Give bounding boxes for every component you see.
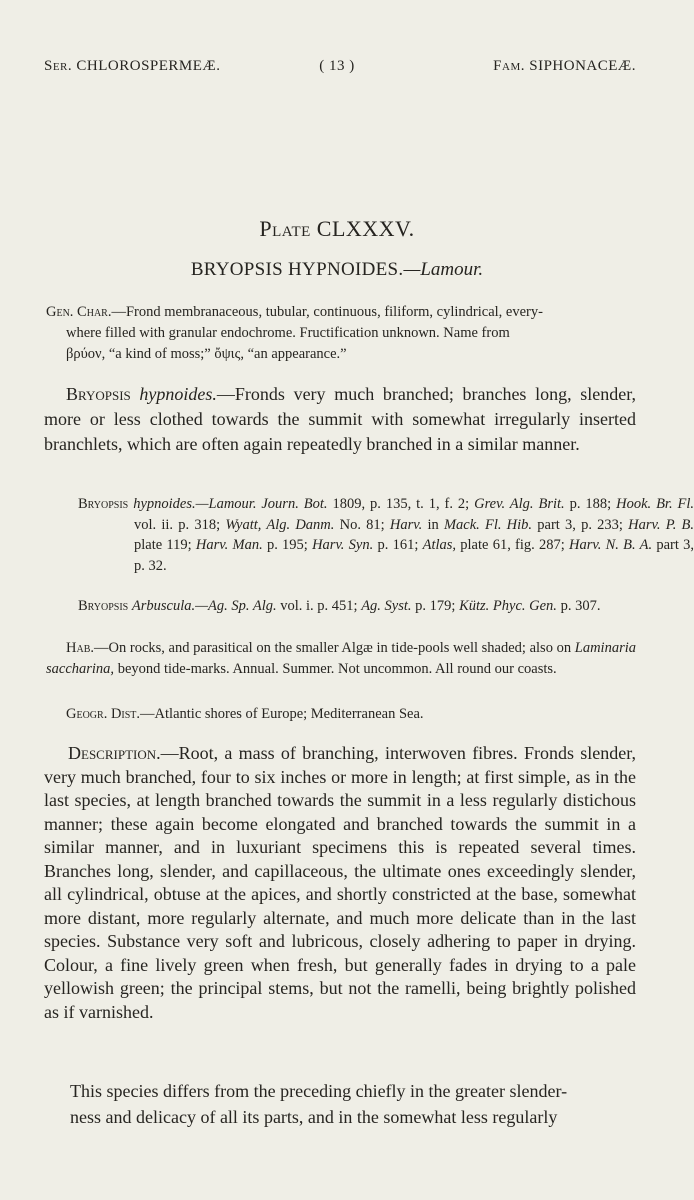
- species-name: BRYOPSIS HYPNOIDES.: [190, 259, 404, 280]
- citation-detail: 1809, p. 135, t. 1, f. 2;: [327, 496, 475, 512]
- synonym-genus: Bryopsis: [78, 598, 129, 614]
- synonym-genus: Bryopsis: [78, 496, 129, 512]
- species-authority: —Lamour.: [403, 259, 484, 280]
- generic-character: [46, 302, 636, 365]
- citation-detail: plate 119;: [134, 537, 196, 553]
- gen-char-label: Gen. Char.: [46, 304, 112, 320]
- citation-detail: p. 188;: [564, 496, 617, 512]
- synonym-citations: [133, 496, 694, 574]
- synonymy-entry-1: [78, 494, 694, 576]
- running-header-right: [493, 58, 636, 75]
- habitat-text-2: beyond tide-marks. Annual. Summer. Not uncommon. All round our coasts.: [114, 661, 557, 677]
- page-number: ( 13 ): [319, 58, 355, 74]
- gen-char-line-3: βρύον, “a kind of moss;” ὄψις, “an appearance.”: [66, 346, 347, 362]
- habitat-label: Hab.: [66, 640, 94, 656]
- plate-word: Plate: [259, 216, 311, 241]
- closing-paragraph: [44, 1078, 636, 1130]
- citation-detail: part 3, p. 32.: [134, 537, 694, 574]
- habitat-text-1: —On rocks, and parasitical on the smaller Algæ in tide-pools well shaded; also on: [94, 640, 575, 656]
- citation-detail: p. 161;: [373, 537, 423, 553]
- citation-title: Harv. N. B. A.: [569, 537, 653, 553]
- citation-detail: p. 179;: [411, 598, 460, 614]
- citation-title: Hook. Br. Fl.: [616, 496, 694, 512]
- citation-detail: No. 81;: [334, 516, 390, 533]
- synonymy-entry-2: [78, 596, 694, 617]
- geographic-distribution: [66, 704, 424, 725]
- geogr-text: —Atlantic shores of Europe; Mediterranean Sea.: [140, 706, 424, 722]
- citation-title: Atlas,: [422, 537, 457, 553]
- citation-title: Arbuscula.—Ag. Sp. Alg.: [131, 598, 277, 614]
- habitat-paragraph: [46, 638, 636, 680]
- series-name: CHLOROSPERMEÆ.: [76, 58, 221, 74]
- habitat-host: Laminaria saccharina,: [46, 640, 636, 677]
- citation-detail: p. 195;: [262, 537, 313, 553]
- species-heading: [0, 259, 674, 281]
- citation-detail: part 3, p. 233;: [532, 516, 629, 533]
- citation-title: Harv. Man.: [195, 537, 263, 553]
- closing-line-1: This species differs from the preceding chiefly in the greater slender-: [70, 1081, 568, 1101]
- synonym-citations: [132, 598, 601, 614]
- description-label: Description.: [68, 743, 161, 763]
- family-name: SIPHONACEÆ.: [529, 58, 636, 74]
- description-paragraph: [44, 742, 636, 1024]
- gen-char-line-1: —Frond membranaceous, tubular, continuous, filiform, cylindrical, every-: [111, 304, 543, 320]
- citation-title: Wyatt, Alg. Danm.: [225, 516, 335, 533]
- family-prefix: Fam.: [493, 58, 525, 74]
- diagnosis-text: —Fronds very much branched; branches long, slender, more or less clothed towards the summit with somewhat irregularly inserted branchlets, which are often again repeatedly branched in a similar manner.: [44, 384, 637, 454]
- citation-title: hypnoides.—Lamour. Journ. Bot.: [133, 496, 328, 512]
- plate-number: CLXXXV.: [316, 216, 415, 241]
- diagnosis-epithet: hypnoides.: [139, 384, 217, 404]
- citation-detail: in: [422, 516, 444, 533]
- specific-diagnosis: [44, 382, 636, 457]
- citation-title: Mack. Fl. Hib.: [443, 516, 533, 533]
- geogr-label: Geogr. Dist.: [66, 706, 141, 722]
- citation-title: Harv. P. B.: [628, 516, 694, 533]
- citation-title: Kütz. Phyc. Gen.: [459, 598, 557, 614]
- citation-title: Harv.: [389, 516, 423, 533]
- diagnosis-genus: Bryopsis: [66, 384, 131, 404]
- citation-detail: plate 61, fig. 287;: [456, 537, 570, 553]
- closing-line-2: ness and delicacy of all its parts, and in the somewhat less regularly: [70, 1107, 558, 1127]
- series-prefix: Ser.: [44, 58, 73, 74]
- citation-detail: vol. i. p. 451;: [276, 598, 362, 614]
- plate-title: [0, 216, 674, 242]
- citation-detail: vol. ii. p. 318;: [134, 516, 226, 533]
- citation-title: Harv. Syn.: [312, 537, 374, 553]
- gen-char-line-2: where filled with granular endochrome. Fructification unknown. Name from: [66, 325, 510, 341]
- citation-detail: p. 307.: [556, 598, 601, 614]
- citation-title: Grev. Alg. Brit.: [474, 496, 565, 512]
- citation-title: Ag. Syst.: [361, 598, 412, 614]
- description-text: —Root, a mass of branching, interwoven fibres. Fronds slender, very much branched, four to six inches or more in length; at first simple, as in the last species, at length branched towards the summit in a less regularly distichous manner; these again become elongated and branched towards the summit in a similar manner, and in luxuriant specimens this is repeated several times. Branches long, slender, and capillaceous, the ultimate ones exceedingly slender, all cylindrical, obtuse at the apices, and shortly constricted at the base, somewhat more distant, more regularly alternate, and much more delicate than in the last species. Substance very soft and lubricous, closely adhering to paper in drying. Colour, a fine lively green when fresh, but generally fades in drying to a pale yellowish green; the principal stems, but not the ramelli, being brightly polished as if varnished.: [44, 743, 636, 1022]
